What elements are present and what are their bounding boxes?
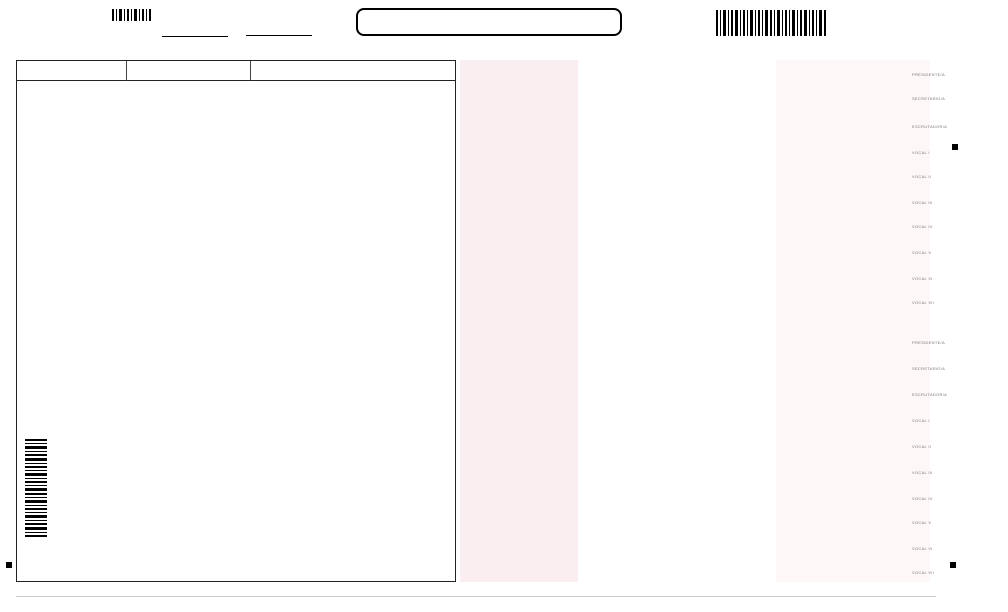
col-partido — [17, 61, 127, 81]
members-section — [460, 60, 940, 582]
votes-table — [16, 60, 456, 582]
id-column — [460, 60, 578, 582]
col-votos-numeros — [127, 61, 251, 81]
registration-mark — [950, 562, 956, 568]
col-votos-letras — [251, 61, 455, 81]
document-title — [356, 8, 622, 36]
firma-column — [776, 60, 930, 582]
side-barcode — [25, 439, 47, 539]
registration-mark — [6, 562, 12, 568]
registration-mark — [952, 144, 958, 150]
mer-barcode — [112, 8, 152, 20]
document-barcode — [716, 10, 826, 36]
